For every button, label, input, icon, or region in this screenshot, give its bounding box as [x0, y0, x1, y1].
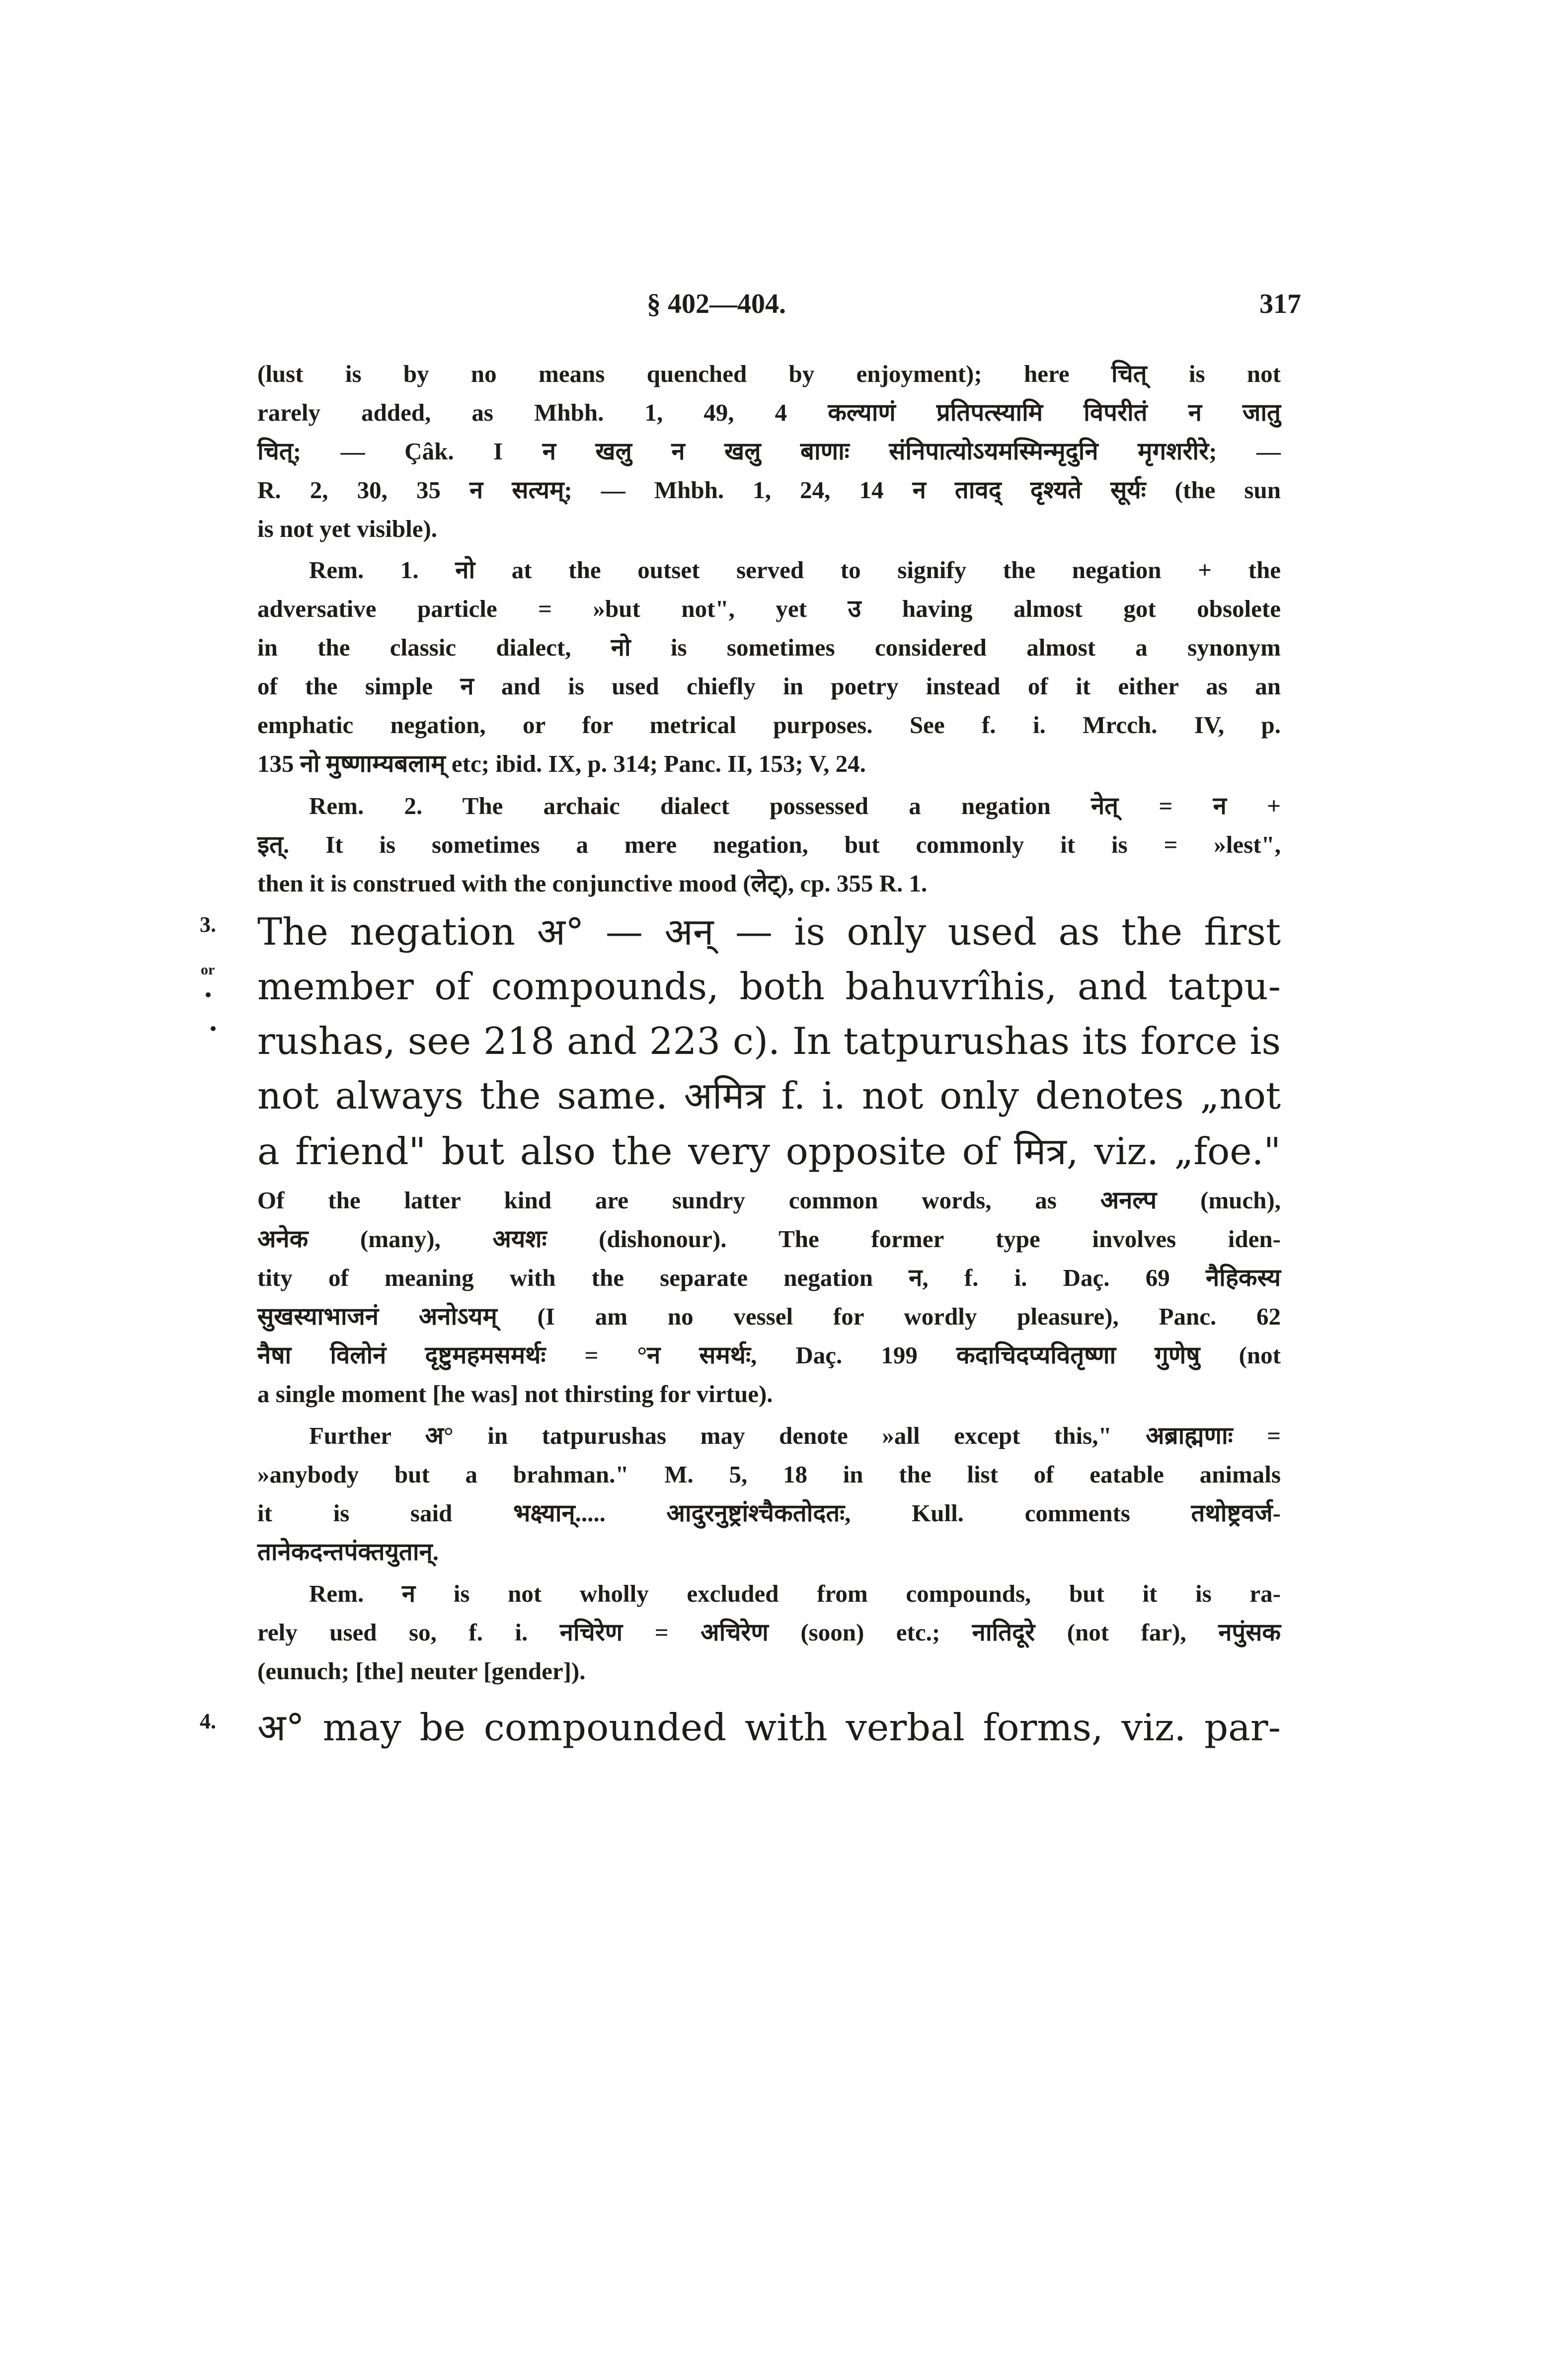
- margin-dot: [206, 992, 211, 997]
- text-line: अनेक (many), अयशः (dishonour). The former type involves iden-: [257, 1225, 1281, 1253]
- large-text-line: rushas, see 218 and 223 c). In tatpurushas its force is: [257, 1019, 1281, 1063]
- remark-2-line: Rem. 2. The archaic dialect possessed a negation नेत् = न +: [309, 792, 1281, 819]
- text-line: »anybody but a brahman." M. 5, 18 in the list of eatable animals: [257, 1461, 1281, 1488]
- text-line: R. 2, 30, 35 न सत्यम्; — Mhbh. 1, 24, 14 न तावद् दृश्यते सूर्यः (the sun: [257, 476, 1281, 504]
- large-text-line: The negation अ° — अन् — is only used as the first: [257, 910, 1281, 954]
- text-line: चित्; — Çâk. I न खलु न खलु बाणाः संनिपात्योऽयमस्मिन्मृदुनि मृगशरीरे; —: [257, 438, 1281, 465]
- remark-line: Rem. न is not wholly excluded from compounds, but it is ra-: [309, 1580, 1281, 1607]
- margin-dot: [211, 1026, 216, 1031]
- text-line: is not yet visible).: [257, 515, 438, 542]
- text-line: Of the latter kind are sundry common words, as अनल्प (much),: [257, 1187, 1281, 1214]
- section-range-header: § 402—404.: [647, 289, 786, 319]
- text-line: in the classic dialect, नो is sometimes considered almost a synonym: [257, 634, 1281, 661]
- text-line: (eunuch; [the] neuter [gender]).: [257, 1657, 586, 1685]
- text-line: सुखस्याभाजनं अनोऽयम् (I am no vessel for wordly pleasure), Panc. 62: [257, 1303, 1281, 1330]
- text-line: tity of meaning with the separate negation न, f. i. Daç. 69 नैहिकस्य: [257, 1264, 1281, 1291]
- text-line: rely used so, f. i. नचिरेण = अचिरेण (soon) etc.; नातिदूरे (not far), नपुंसक: [257, 1619, 1281, 1646]
- large-text-line: a friend" but also the very opposite of मित्र, viz. „foe.": [257, 1129, 1281, 1173]
- text-line: then it is construed with the conjunctive mood (लेट्), cp. 355 R. 1.: [257, 870, 928, 897]
- text-line: नैषा विलोनं दृष्टुमहमसमर्थः = °न समर्थः, Daç. 199 कदाचिदप्यवितृष्णा गुणेषु (not: [257, 1341, 1281, 1369]
- text-line: a single moment [he was] not thirsting for virtue).: [257, 1380, 773, 1408]
- large-text-line: not always the same. अमित्र f. i. not only denotes „not: [257, 1074, 1281, 1117]
- further-paragraph-line: Further अ° in tatpurushas may denote »all except this," अब्राह्मणाः =: [309, 1422, 1281, 1449]
- text-line: इत्. It is sometimes a mere negation, but commonly it is = »lest",: [257, 831, 1281, 858]
- text-line: of the simple न and is used chiefly in poetry instead of it either as an: [257, 672, 1281, 700]
- page-number: 317: [1259, 289, 1301, 319]
- text-line: rarely added, as Mhbh. 1, 49, 4 कल्याणं प्रतिपत्स्यामि विपरीतं न जातु: [257, 399, 1281, 426]
- section-number-3: 3.: [200, 912, 216, 937]
- text-line: 135 नो मुष्णाम्यबलाम् etc; ibid. IX, p. 314; Panc. II, 153; V, 24.: [257, 750, 866, 777]
- text-line: adversative particle = »but not", yet उ having almost got obsolete: [257, 595, 1281, 622]
- or-marker: or: [201, 962, 215, 978]
- section-number-4: 4.: [200, 1709, 216, 1733]
- remark-1-line: Rem. 1. नो at the outset served to signify the negation + the: [309, 556, 1281, 584]
- large-text-line: member of compounds, both bahuvrîhis, and tatpu-: [257, 965, 1281, 1008]
- text-line: तानेकदन्तपंक्तयुतान्.: [257, 1538, 439, 1565]
- large-text-line: अ° may be compounded with verbal forms, viz. par-: [257, 1706, 1281, 1749]
- text-line: (lust is by no means quenched by enjoyment); here चित् is not: [257, 360, 1281, 387]
- text-line: emphatic negation, or for metrical purposes. See f. i. Mrcch. IV, p.: [257, 711, 1281, 739]
- text-line: it is said भक्ष्यान्..... आदुरनुष्ट्रांश्चैकतोदतः, Kull. comments तथोष्ट्रवर्ज-: [257, 1499, 1281, 1527]
